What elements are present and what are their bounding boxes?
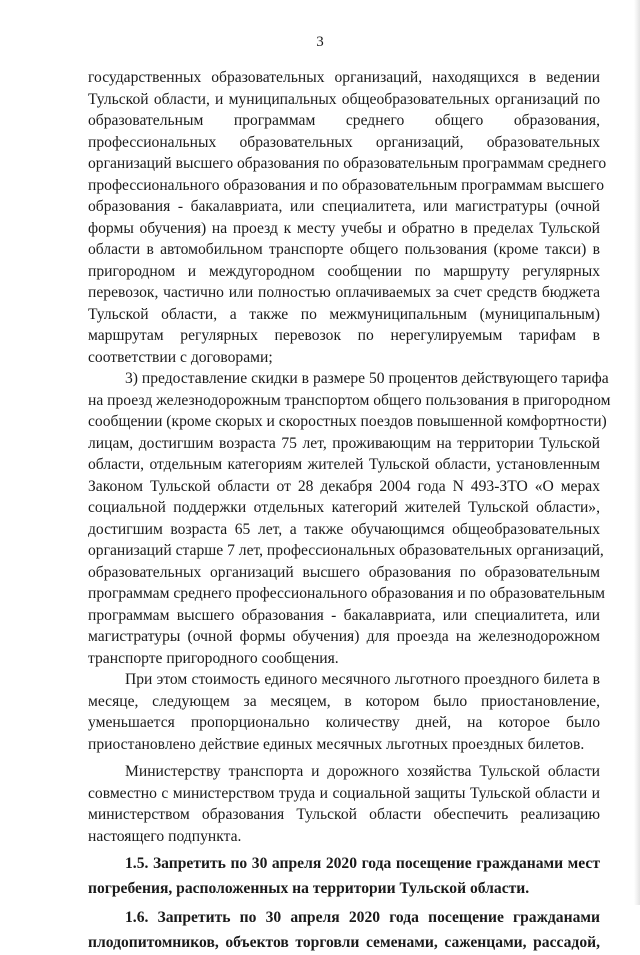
paragraph-item-3 xyxy=(88,368,611,669)
text-line: программам высшего образования - бакалавриата, или специалитета, или xyxy=(88,606,600,624)
text-line: настоящего подпункта. xyxy=(88,827,242,845)
text-line: Законом Тульской области от 28 декабря 2004 года N 493-ЗТО «О мерах xyxy=(88,477,600,495)
text-line: плодопитомников, объектов торговли семенами, саженцами, рассадой, xyxy=(88,934,600,951)
text-line: погребения, расположенных на территории Тульской области. xyxy=(88,880,530,897)
text-line: месяце, следующем за месяцем, в котором было приостановление, xyxy=(88,692,600,710)
paragraph-ticket-cost xyxy=(88,669,600,755)
text-line: образования - бакалавриата, или специалитета, или магистратуры (очной xyxy=(88,198,600,215)
text-line: соответствии с договорами; xyxy=(88,348,273,366)
text-line: образовательных организаций высшего образования по образовательным xyxy=(88,563,600,581)
text-line: уменьшается пропорционально количеству дней, на которое было xyxy=(88,714,600,731)
text-line: социальной поддержки отдельных категорий жителей Тульской области», xyxy=(88,499,600,516)
text-line: профессиональных образовательных организаций, образовательных xyxy=(88,133,600,151)
paragraph-continuation xyxy=(88,67,607,368)
text-line: организаций высшего образования по образовательным программам среднего xyxy=(88,155,607,172)
text-line: сообщении (кроме скорых и скоростных поездов повышенной комфортности) xyxy=(88,413,607,430)
text-line: области, отдельным категориям жителей Тульской области, установленным xyxy=(88,456,600,473)
text-line: области в автомобильном транспорте общего пользования (кроме такси) в xyxy=(88,241,600,258)
text-line: лицам, достигшим возраста 75 лет, проживающим на территории Тульской xyxy=(88,434,600,452)
text-line: профессионального образования и по образовательным программам высшего xyxy=(88,176,604,194)
text-line: министерством образования Тульской области обеспечить реализацию xyxy=(88,806,600,823)
text-line: маршрутам регулярных перевозок по нерегулируемым тарифам в xyxy=(88,327,600,344)
text-line: 1.6. Запретить по 30 апреля 2020 года посещение гражданами xyxy=(125,909,600,926)
text-line: 1.5. Запретить по 30 апреля 2020 года посещение гражданами мест xyxy=(125,855,600,872)
text-line: государственных образовательных организаций, находящихся в ведении xyxy=(88,69,600,86)
text-line: программам среднего профессионального образования и по образовательным xyxy=(88,585,605,602)
text-line: При этом стоимость единого месячного льготного проездного билета в xyxy=(125,671,600,688)
text-line: пригородном и междугородном сообщении по маршруту регулярных xyxy=(88,262,600,280)
text-line: Тульской области, а также по межмуниципальным (муниципальным) xyxy=(88,305,600,323)
text-line: организаций старше 7 лет, профессиональных образовательных организаций, xyxy=(88,542,604,559)
text-line: достигшим возраста 65 лет, а также обучающимся общеобразовательных xyxy=(88,520,600,538)
text-line: 3) предоставление скидки в размере 50 процентов действующего тарифа xyxy=(125,370,609,387)
text-line: транспорте пригородного сообщения. xyxy=(88,649,339,667)
paragraph-ministry xyxy=(88,761,600,847)
clause-1-6 xyxy=(88,905,600,955)
text-line: совместно с министерством труда и социальной защиты Тульской области и xyxy=(88,784,600,802)
text-line: приостановлено действие единых месячных льготных проездных билетов. xyxy=(88,735,585,753)
clause-1-5 xyxy=(88,851,600,901)
text-line: на проезд железнодорожным транспортом общего пользования в пригородном xyxy=(88,391,611,409)
document-body xyxy=(88,67,611,955)
page-number: 3 xyxy=(316,34,324,50)
text-line: формы обучения) на проезд к месту учебы и обратно в пределах Тульской xyxy=(88,219,600,237)
text-line: перевозок, частично или полностью оплачиваемых за счет средств бюджета xyxy=(88,284,600,301)
scan-edge-shadow xyxy=(634,0,640,905)
text-line: образовательным программам среднего общего образования, xyxy=(88,112,600,129)
text-line: магистратуры (очной формы обучения) для проезда на железнодорожном xyxy=(88,628,600,645)
text-line: Тульской области, и муниципальных общеобразовательных организаций по xyxy=(88,90,600,108)
text-line: Министерству транспорта и дорожного хозяйства Тульской области xyxy=(125,763,600,780)
